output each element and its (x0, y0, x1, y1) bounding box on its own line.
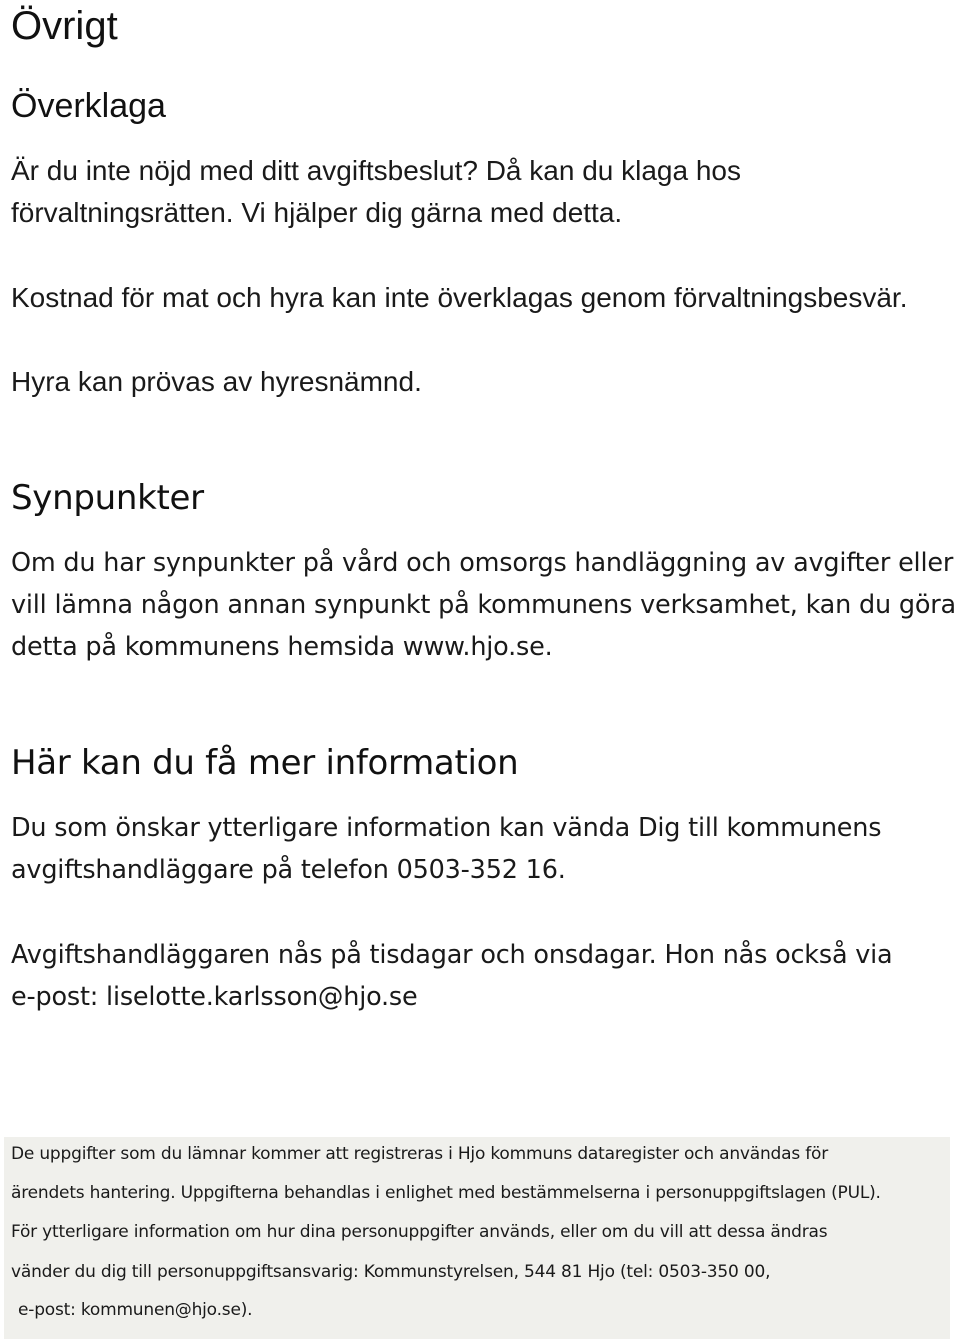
overklaga-p2-line: Kostnad för mat och hyra kan inte överklagas genom förvaltningsbesvär. (11, 282, 908, 313)
information-p2-line-1: Avgiftshandläggaren nås på tisdagar och onsdagar. Hon nås också via (11, 940, 893, 970)
overklaga-paragraph-2 (11, 277, 908, 319)
overklaga-p1-line-2: förvaltningsrätten. Vi hjälper dig gärna med detta. (11, 197, 623, 228)
privacy-notice-line-4: vänder du dig till personuppgiftsansvarig: Kommunstyrelsen, 544 81 Hjo (tel: 0503-350 00, (11, 1262, 771, 1282)
privacy-notice-line-1: De uppgifter som du lämnar kommer att registreras i Hjo kommuns dataregister och användas för (11, 1144, 828, 1164)
information-p2-line-2: e-post: liselotte.karlsson@hjo.se (11, 982, 418, 1012)
overklaga-p1-line-1: Är du inte nöjd med ditt avgiftsbeslut? Då kan du klaga hos (11, 155, 741, 186)
privacy-notice-line-2: ärendets hantering. Uppgifterna behandlas i enlighet med bestämmelserna i personuppgiftslagen (PUL). (11, 1183, 881, 1203)
overklaga-p3-line: Hyra kan prövas av hyresnämnd. (11, 366, 422, 397)
overklaga-paragraph-1 (11, 150, 741, 234)
synpunkter-line-1: Om du har synpunkter på vård och omsorgs handläggning av avgifter eller (11, 548, 954, 578)
privacy-notice-line-3: För ytterligare information om hur dina personuppgifter används, eller om du vill att dessa ändras (11, 1222, 828, 1242)
information-p1-line-2: avgiftshandläggare på telefon 0503-352 16. (11, 855, 566, 885)
information-p1-line-1: Du som önskar ytterligare information kan vända Dig till kommunens (11, 813, 882, 843)
synpunkter-paragraph (11, 542, 956, 668)
synpunkter-line-2: vill lämna någon annan synpunkt på kommunens verksamhet, kan du göra (11, 590, 956, 620)
information-paragraph-2 (11, 934, 892, 1018)
page-title: Övrigt (11, 4, 118, 48)
synpunkter-line-3: detta på kommunens hemsida www.hjo.se. (11, 632, 553, 662)
information-paragraph-1 (11, 807, 881, 891)
privacy-notice-line-5: e-post: kommunen@hjo.se). (18, 1300, 253, 1320)
heading-overklaga: Överklaga (11, 87, 166, 125)
heading-information: Här kan du få mer information (11, 743, 519, 783)
heading-synpunkter: Synpunkter (11, 478, 204, 518)
overklaga-paragraph-3 (11, 361, 422, 403)
